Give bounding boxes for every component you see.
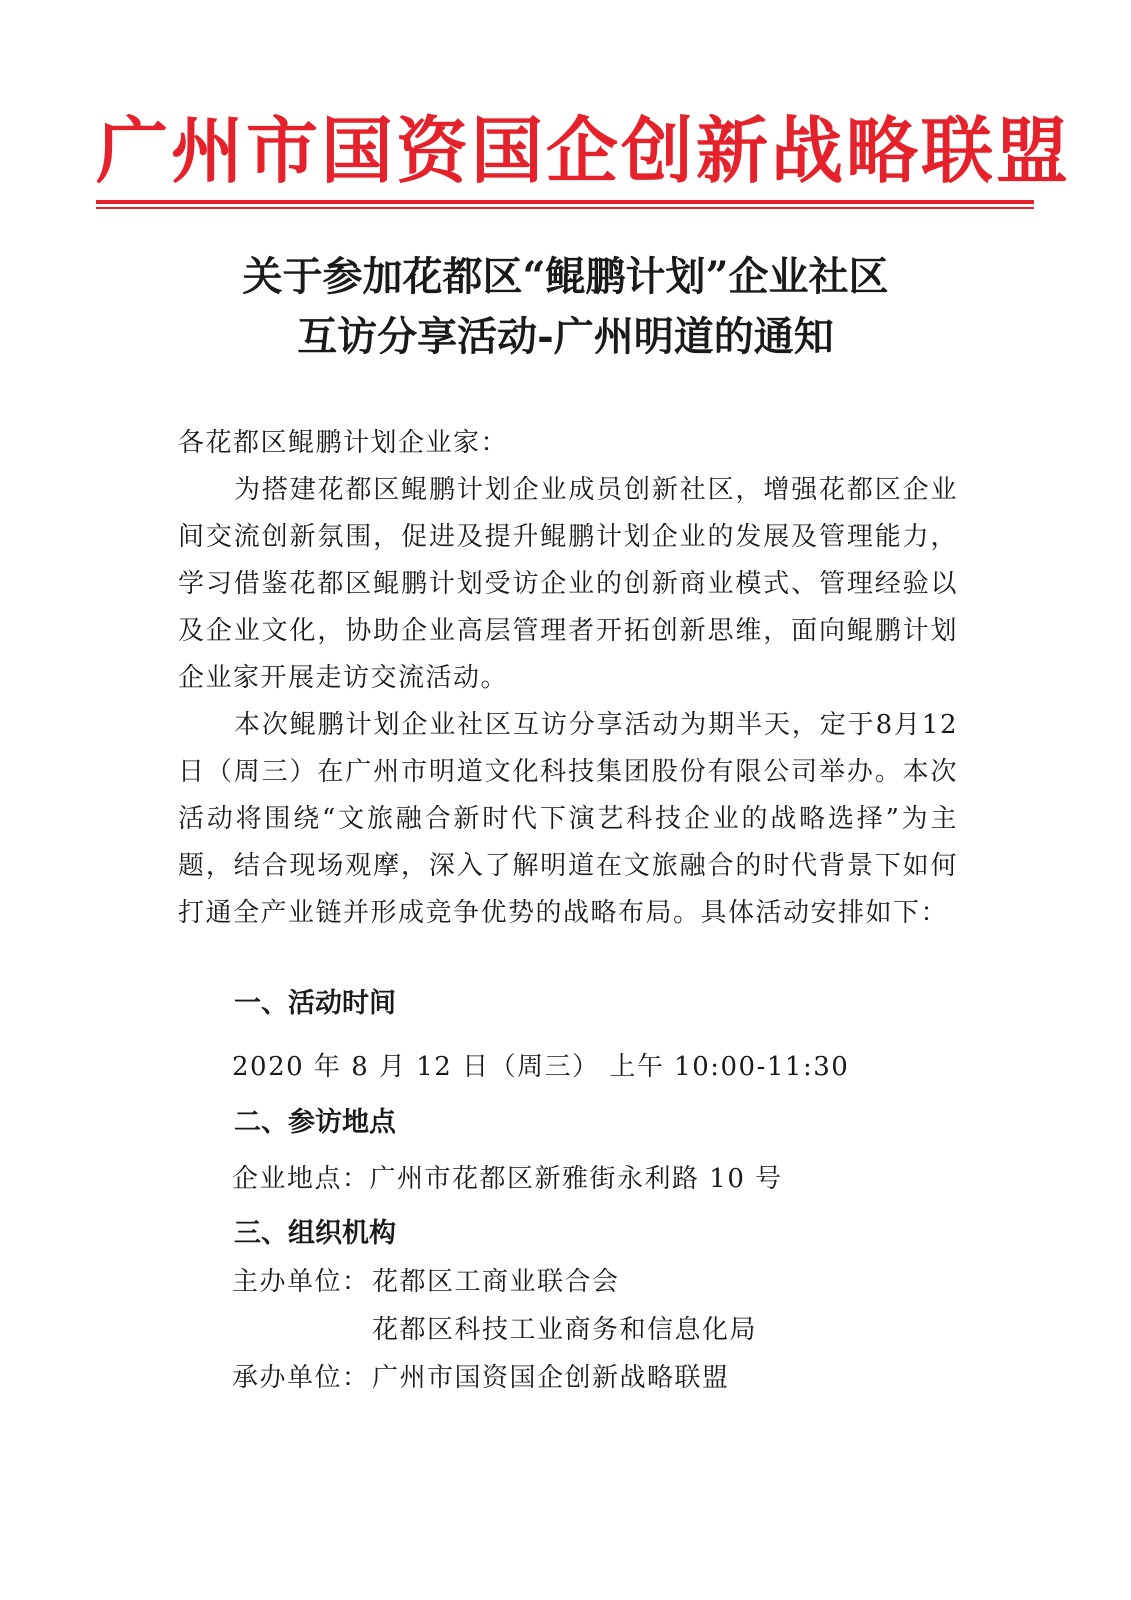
host-row: [232, 1262, 620, 1302]
letterhead-title: 广州市国资国企创新战略联盟: [96, 108, 1072, 193]
section-heading-organizers: 三、组织机构: [234, 1218, 396, 1249]
location-row: [232, 1159, 783, 1199]
paragraph-purpose: 为搭建花都区鲲鹏计划企业成员创新社区，增强花都区企业间交流创新氛围，促进及提升鲲鹏计划企业的发展及管理能力，学习借鉴花都区鲲鹏计划受访企业的创新商业模式、管理经验以及企业文化，协助企业高层管理者开拓创新思维，面向鲲鹏计划企业家开展走访交流活动。: [178, 475, 958, 693]
notice-title-line-1: 关于参加花都区“鲲鹏计划”企业社区: [242, 253, 889, 300]
location-value: 广州市花都区新雅街永利路 10 号: [369, 1164, 783, 1194]
section-heading-time: 一、活动时间: [234, 988, 396, 1019]
event-time: 2020 年 8 月 12 日（周三） 上午 10:00-11:30: [232, 1052, 850, 1082]
notice-body: [178, 420, 958, 937]
paragraph-arrangement: 本次鲲鹏计划企业社区互访分享活动为期半天，定于8月12日（周三）在广州市明道文化科技集团股份有限公司举办。本次活动将围绕“文旅融合新时代下演艺科技企业的战略选择”为主题，结合现场观摩，深入了解明道在文旅融合的时代背景下如何打通全产业链并形成竞争优势的战略布局。具体活动安排如下：: [178, 710, 958, 928]
notice-title-line-2: 互访分享活动-广州明道的通知: [297, 313, 834, 360]
section-heading-location: 二、参访地点: [234, 1107, 396, 1138]
host-org-1: 花都区工商业联合会: [372, 1267, 620, 1297]
salutation: 各花都区鲲鹏计划企业家：: [178, 428, 509, 458]
letterhead-rule-thin: [96, 207, 1034, 209]
host-org-2: 花都区科技工业商务和信息化局: [372, 1315, 758, 1345]
letterhead-rule-thick: [96, 200, 1034, 204]
host-label: 主办单位：: [232, 1267, 370, 1297]
organizer-row: [232, 1358, 730, 1398]
organizer-label: 承办单位：: [232, 1363, 370, 1393]
location-label: 企业地点：: [232, 1164, 370, 1194]
organizer-value: 广州市国资国企创新战略联盟: [372, 1363, 730, 1393]
